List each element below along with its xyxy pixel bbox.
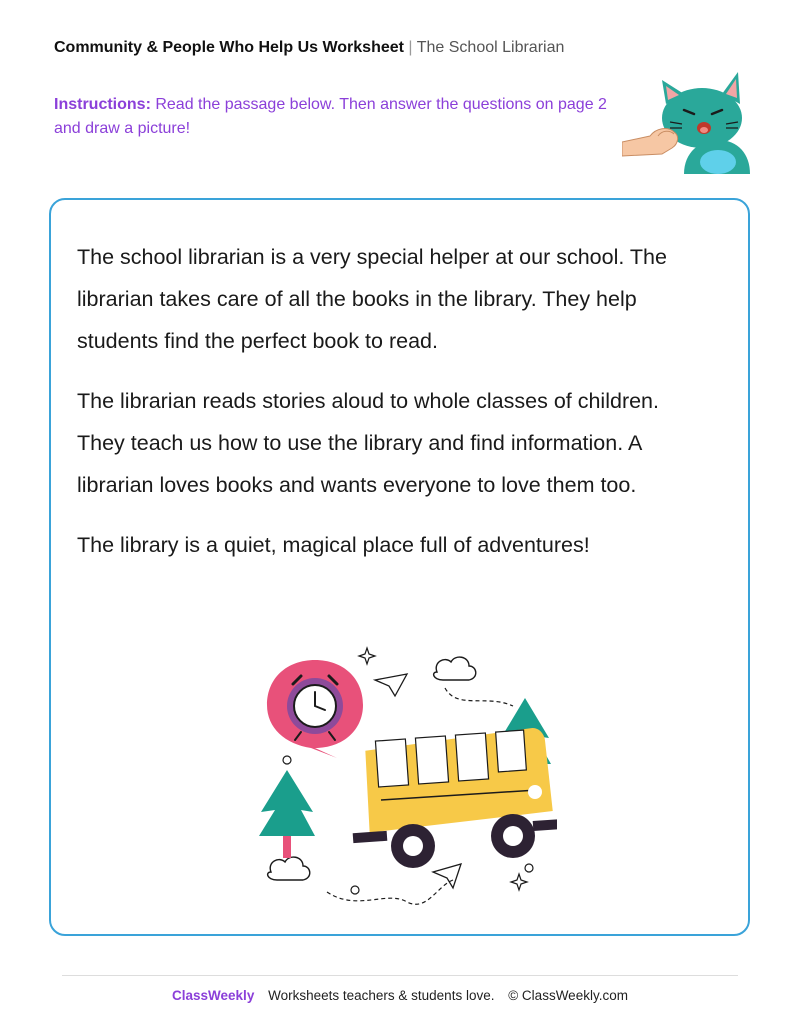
footer-tagline: Worksheets teachers & students love. — [268, 988, 495, 1003]
footer-divider — [62, 975, 738, 976]
school-bus-icon — [353, 727, 557, 868]
passage — [77, 236, 697, 584]
passage-paragraph: The librarian reads stories aloud to whole classes of children. They teach us how to use the library and find information. A librarian loves books and wants everyone to love them too. — [77, 389, 659, 497]
worksheet-header — [54, 37, 564, 59]
instructions-text: Read the passage below. Then answer the questions on page 2 and draw a picture! — [54, 96, 607, 137]
footer-brand: ClassWeekly — [172, 988, 255, 1003]
worksheet-subtitle: The School Librarian — [416, 39, 565, 56]
footer-copyright: © ClassWeekly.com — [508, 988, 628, 1003]
title-separator: | — [408, 39, 413, 56]
worksheet-title: Community & People Who Help Us Worksheet — [54, 39, 404, 56]
instructions-label: Instructions: — [54, 96, 151, 113]
passage-card — [49, 198, 750, 936]
teal-cat-icon — [622, 70, 752, 174]
school-bus-illustration — [257, 640, 557, 915]
alarm-clock-icon — [267, 660, 363, 758]
passage-paragraph: The library is a quiet, magical place full of adventures! — [77, 533, 590, 557]
footer — [0, 988, 800, 1003]
instructions — [54, 93, 614, 141]
passage-paragraph: The school librarian is a very special helper at our school. The librarian takes care of all the books in the library. They help students find the perfect book to read. — [77, 245, 667, 353]
